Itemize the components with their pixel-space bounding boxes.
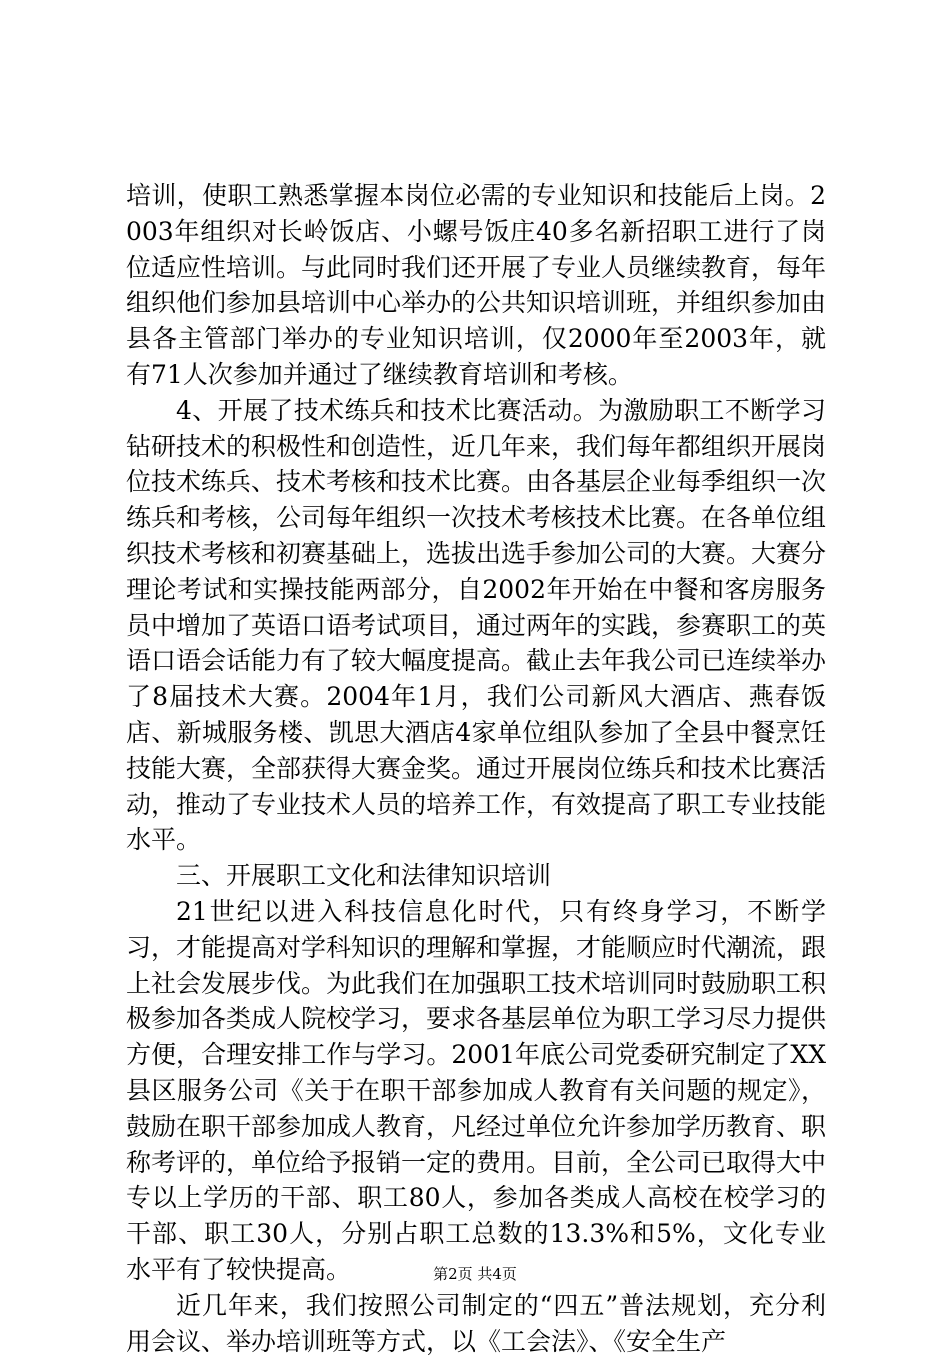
section-heading-culture-law-training: 三、开展职工文化和法律知识培训 [176, 861, 552, 891]
paragraph-continued-training: 培训，使职工熟悉掌握本岗位必需的专业知识和技能后上岗。2003年组织对长岭饭店、小螺号饭庄40多名新招职工进行了岗位适应性培训。与此同时我们还开展了专业人员继续教育，每年组织他们参加县培训中心举办的公共知识培训班，并组织参加由县各主管部门举办的专业知识培训，仅2000年至2003年，就有71人次参加并通过了继续教育培训和考核。 [126, 181, 827, 389]
paragraph-skills-competition: 4、开展了技术练兵和技术比赛活动。为激励职工不断学习钻研技术的积极性和创造性，近几年来，我们每年都组织开展岗位技术练兵、技术考核和技术比赛。由各基层企业每季组织一次练兵和考核，公司每年组织一次技术考核技术比赛。在各单位组织技术考核和初赛基础上，选拔出选手参加公司的大赛。大赛分理论考试和实操技能两部分，自2002年开始在中餐和客房服务员中增加了英语口语考试项目，通过两年的实践，参赛职工的英语口语会话能力有了较大幅度提高。截止去年我公司已连续举办了8届技术大赛。2004年1月，我们公司新风大酒店、燕春饭店、新城服务楼、凯思大酒店4家单位组队参加了全县中餐烹饪技能大赛，全部获得大赛金奖。通过开展岗位练兵和技术比赛活动，推动了专业技术人员的培养工作，有效提高了职工专业技能水平。 [126, 395, 827, 855]
document-body [126, 178, 826, 1359]
paragraph-adult-education: 21世纪以进入科技信息化时代，只有终身学习，不断学习，才能提高对学科知识的理解和掌握，才能顺应时代潮流，跟上社会发展步伐。为此我们在加强职工技术培训同时鼓励职工积极参加各类成人院校学习，要求各基层单位为职工学习尽力提供方便，合理安排工作与学习。2001年底公司党委研究制定了XX县区服务公司《关于在职干部参加成人教育有关问题的规定》，鼓励在职干部参加成人教育，凡经过单位允许参加学历教育、职称考评的，单位给予报销一定的费用。目前，全公司已取得大中专以上学历的干部、职工80人，参加各类成人高校在校学习的干部、职工30人，分别占职工总数的13.3%和5%，文化专业水平有了较快提高。 [126, 896, 827, 1284]
paragraph-legal-education: 近几年来，我们按照公司制定的“四五”普法规划，充分利用会议、举办培训班等方式，以《工会法》、《安全生产 [126, 1290, 826, 1356]
page-footer: 第2页 共4页 [433, 1265, 517, 1283]
